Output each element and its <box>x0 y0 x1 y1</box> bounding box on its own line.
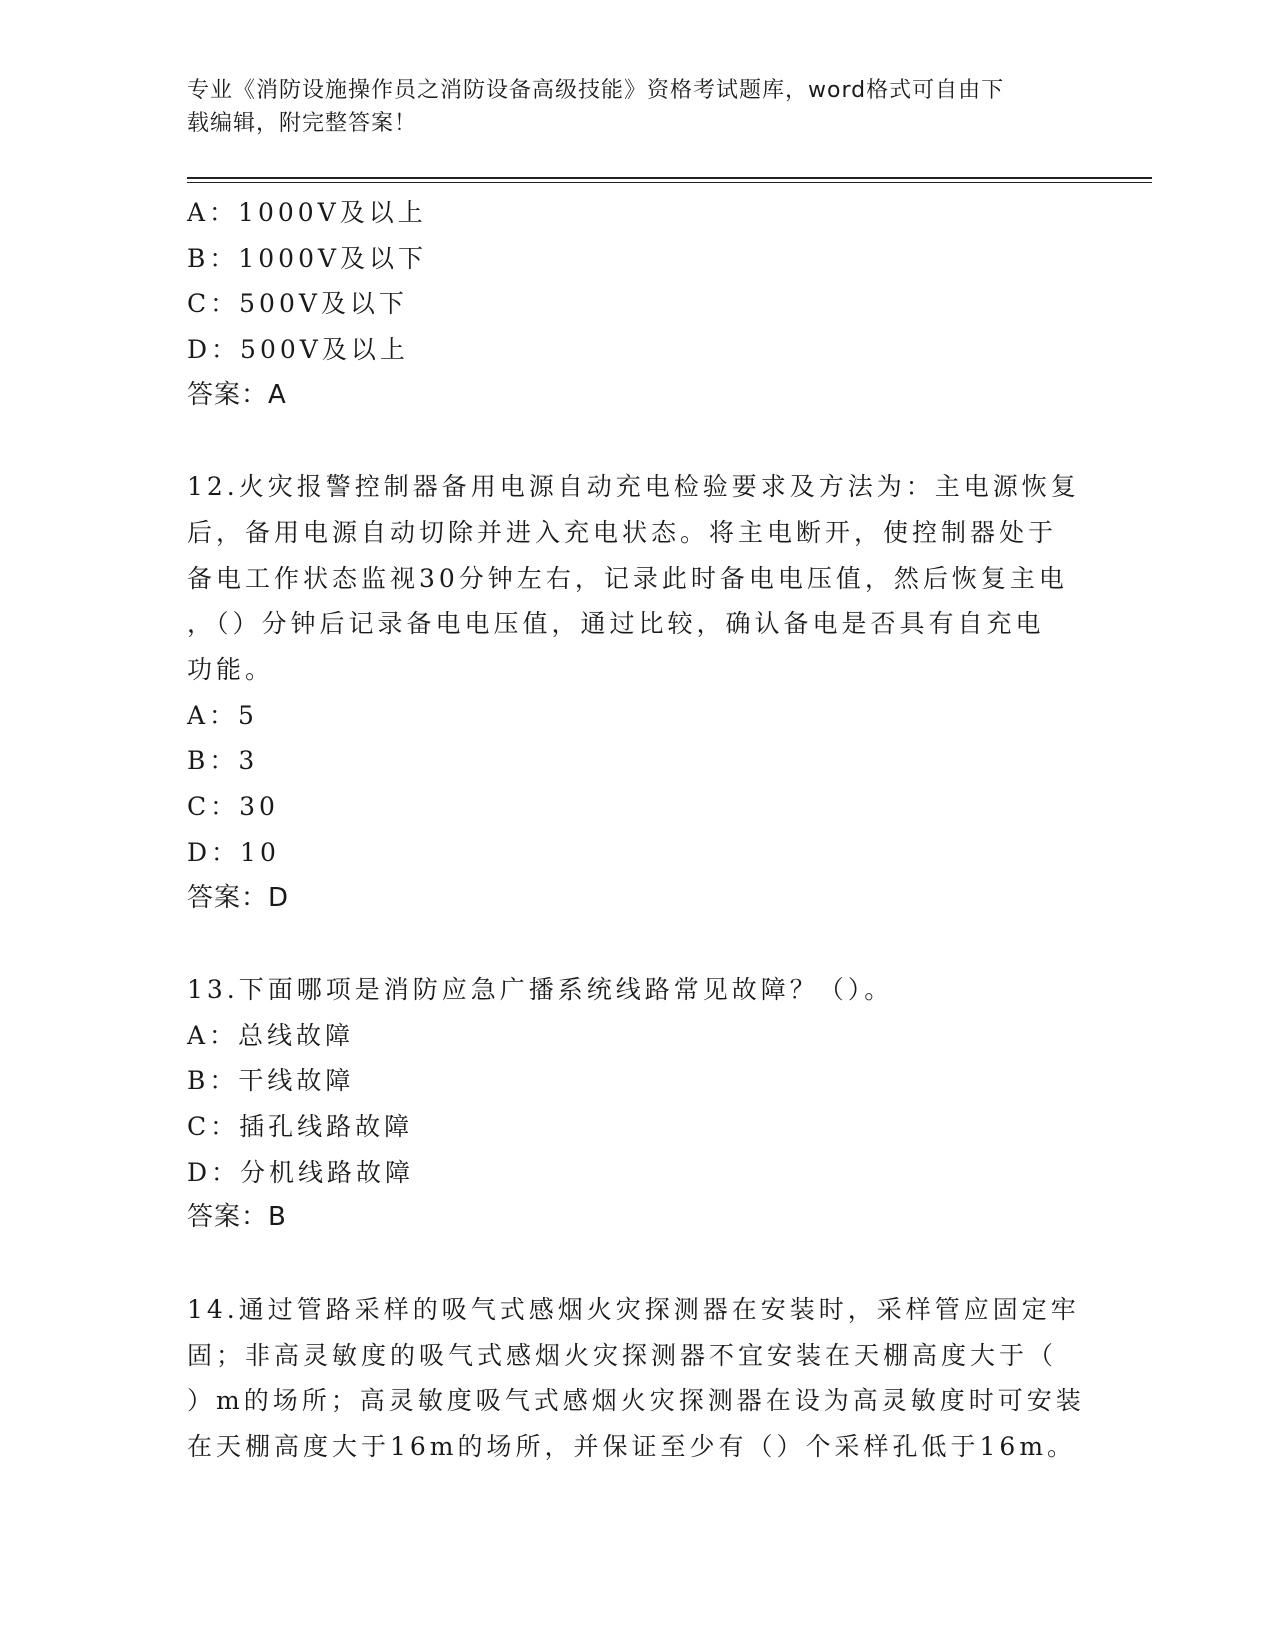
question-text-line: 功能。 <box>187 655 275 685</box>
option-d: D：500V及以上 <box>187 335 409 365</box>
header-divider-thick <box>187 177 1152 179</box>
header-line-1: 专业《消防设施操作员之消防设备高级技能》资格考试题库，word格式可自由下 <box>187 78 1005 103</box>
question-text-line: 固；非高灵敏度的吸气式感烟火灾探测器不宜安装在天棚高度大于（ <box>187 1340 1058 1370</box>
option-d: D：10 <box>187 837 280 867</box>
question-text-line: 在天棚高度大于16m的场所，并保证至少有（）个采样孔低于16m。 <box>187 1431 1077 1461</box>
question-12 <box>187 464 1087 921</box>
answer: 答案：B <box>187 1202 287 1233</box>
question-text-line: 备电工作状态监视30分钟左右，记录此时备电电压值，然后恢复主电 <box>187 563 1068 593</box>
spacer <box>187 921 1087 967</box>
question-text-line: 14.通过管路采样的吸气式感烟火灾探测器在安装时，采样管应固定牢 <box>187 1294 1080 1324</box>
answer: 答案：D <box>187 882 290 913</box>
question-text-line: 后，备用电源自动切除并进入充电状态。将主电断开，使控制器处于 <box>187 517 1058 547</box>
option-c: C：插孔线路故障 <box>187 1112 414 1142</box>
option-a: A：1000V及以上 <box>187 198 427 227</box>
spacer <box>187 1241 1087 1287</box>
option-b: B：1000V及以下 <box>187 243 428 273</box>
option-a: A：5 <box>187 700 258 730</box>
header-divider-thin <box>187 182 1152 183</box>
document-header <box>187 74 1087 140</box>
option-d: D：分机线路故障 <box>187 1157 415 1187</box>
question-text-line: ，（）分钟后记录备电电压值，通过比较，确认备电是否具有自充电 <box>187 609 1045 639</box>
question-content <box>187 190 1087 1470</box>
answer: 答案：A <box>187 379 287 410</box>
option-c: C：500V及以下 <box>187 289 408 319</box>
question-14 <box>187 1287 1087 1470</box>
option-a: A：总线故障 <box>187 1020 355 1050</box>
option-b: B：干线故障 <box>187 1066 355 1096</box>
question-text-line: 12.火灾报警控制器备用电源自动充电检验要求及方法为：主电源恢复 <box>187 472 1080 502</box>
question-text-line: 13.下面哪项是消防应急广播系统线路常见故障？（）。 <box>187 974 894 1004</box>
option-c: C：30 <box>187 792 279 822</box>
question-11 <box>187 190 1087 419</box>
spacer <box>187 419 1087 465</box>
question-13 <box>187 967 1087 1241</box>
question-text-line: ）m的场所；高灵敏度吸气式感烟火灾探测器在设为高灵敏度时可安装 <box>187 1386 1085 1416</box>
option-b: B：3 <box>187 746 259 776</box>
header-line-2: 载编辑，附完整答案！ <box>187 111 418 136</box>
